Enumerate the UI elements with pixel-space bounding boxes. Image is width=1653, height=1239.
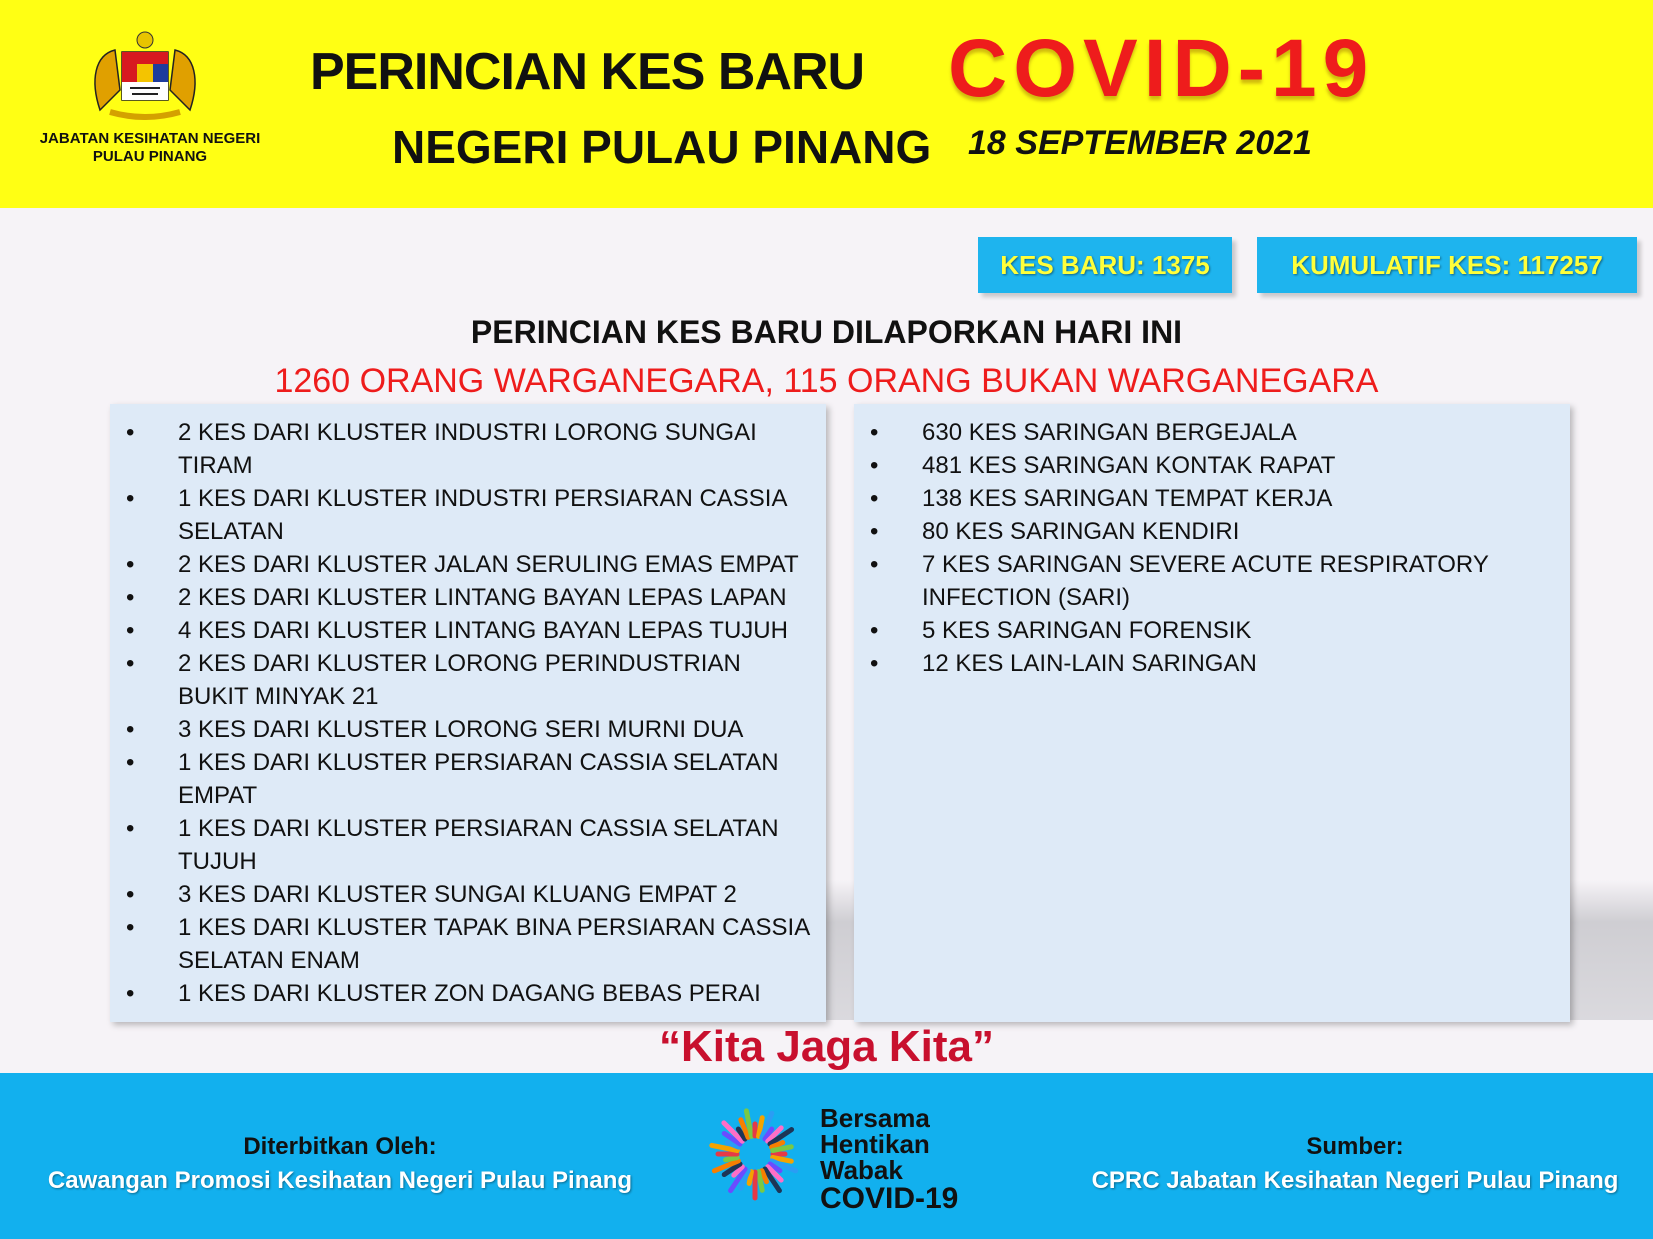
cluster-item: • 2 KES DARI KLUSTER INDUSTRI LORONG SUNGAI TIRAM <box>110 416 826 482</box>
new-cases-badge: KES BARU: 1375 <box>978 237 1232 293</box>
burst-ray <box>726 1158 738 1160</box>
cluster-item: • 1 KES DARI KLUSTER PERSIARAN CASSIA SELATAN EMPAT <box>110 746 826 812</box>
cluster-list <box>110 404 826 1010</box>
screening-item: • 5 KES SARINGAN FORENSIK <box>854 614 1570 647</box>
state-title: NEGERI PULAU PINANG <box>392 121 932 173</box>
cluster-item: • 4 KES DARI KLUSTER LINTANG BAYAN LEPAS TUJUH <box>110 614 826 647</box>
cluster-item: • 1 KES DARI KLUSTER TAPAK BINA PERSIARAN CASSIA SELATAN ENAM <box>110 911 826 977</box>
screening-item: • 12 KES LAIN-LAIN SARINGAN <box>854 647 1570 680</box>
coat-of-arms-icon <box>80 30 210 120</box>
screening-item: • 630 KES SARINGAN BERGEJALA <box>854 416 1570 449</box>
cluster-item: • 3 KES DARI KLUSTER LORONG SERI MURNI DUA <box>110 713 826 746</box>
department-name-line2: PULAU PINANG <box>92 148 208 165</box>
cluster-cases-panel <box>110 404 826 1022</box>
screening-item: • 80 KES SARINGAN KENDIRI <box>854 515 1570 548</box>
campaign-slogan <box>820 1105 958 1215</box>
cumulative-cases-badge: KUMULATIF KES: 117257 <box>1257 237 1637 293</box>
header-banner <box>0 0 1653 208</box>
publisher-label: Diterbitkan Oleh: <box>243 1133 437 1160</box>
citizenship-breakdown: 1260 ORANG WARGANEGARA, 115 ORANG BUKAN WARGANEGARA <box>274 362 1379 400</box>
cluster-item: • 2 KES DARI KLUSTER LINTANG BAYAN LEPAS LAPAN <box>110 581 826 614</box>
page-title: PERINCIAN KES BARU <box>310 43 865 101</box>
source-label: Sumber: <box>1306 1133 1404 1160</box>
cluster-item: • 3 KES DARI KLUSTER SUNGAI KLUANG EMPAT 2 <box>110 878 826 911</box>
publisher-name: Cawangan Promosi Kesihatan Negeri Pulau Pinang <box>47 1167 633 1194</box>
footer-banner <box>0 1073 1653 1239</box>
campaign-line4: COVID-19 <box>820 1182 959 1215</box>
screening-cases-panel <box>854 404 1570 1022</box>
screening-list <box>854 404 1570 680</box>
department-name <box>20 130 280 166</box>
section-heading: PERINCIAN KES BARU DILAPORKAN HARI INI <box>470 314 1183 350</box>
cluster-item: • 2 KES DARI KLUSTER LORONG PERINDUSTRIAN BUKIT MINYAK 21 <box>110 647 826 713</box>
department-name-line1: JABATAN KESIHATAN NEGERI <box>39 130 261 147</box>
screening-item: • 481 KES SARINGAN KONTAK RAPAT <box>854 449 1570 482</box>
campaign-line2: Hentikan <box>820 1129 930 1159</box>
cluster-item: • 2 KES DARI KLUSTER JALAN SERULING EMAS EMPAT <box>110 548 826 581</box>
campaign-line3: Wabak <box>820 1155 903 1185</box>
cluster-item: • 1 KES DARI KLUSTER PERSIARAN CASSIA SELATAN TUJUH <box>110 812 826 878</box>
screening-item: • 7 KES SARINGAN SEVERE ACUTE RESPIRATORY INFECTION (SARI) <box>854 548 1570 614</box>
campaign-burst-icon <box>700 1099 810 1209</box>
campaign-line1: Bersama <box>820 1103 930 1133</box>
cluster-item: • 1 KES DARI KLUSTER INDUSTRI PERSIARAN CASSIA SELATAN <box>110 482 826 548</box>
source-name: CPRC Jabatan Kesihatan Negeri Pulau Pinang <box>1091 1167 1619 1194</box>
cluster-item: • 1 KES DARI KLUSTER ZON DAGANG BEBAS PERAI <box>110 977 826 1010</box>
covid-label: COVID-19 <box>948 23 1375 114</box>
slogan: “Kita Jaga Kita” <box>659 1022 994 1071</box>
screening-item: • 138 KES SARINGAN TEMPAT KERJA <box>854 482 1570 515</box>
report-date: 18 SEPTEMBER 2021 <box>968 124 1312 162</box>
